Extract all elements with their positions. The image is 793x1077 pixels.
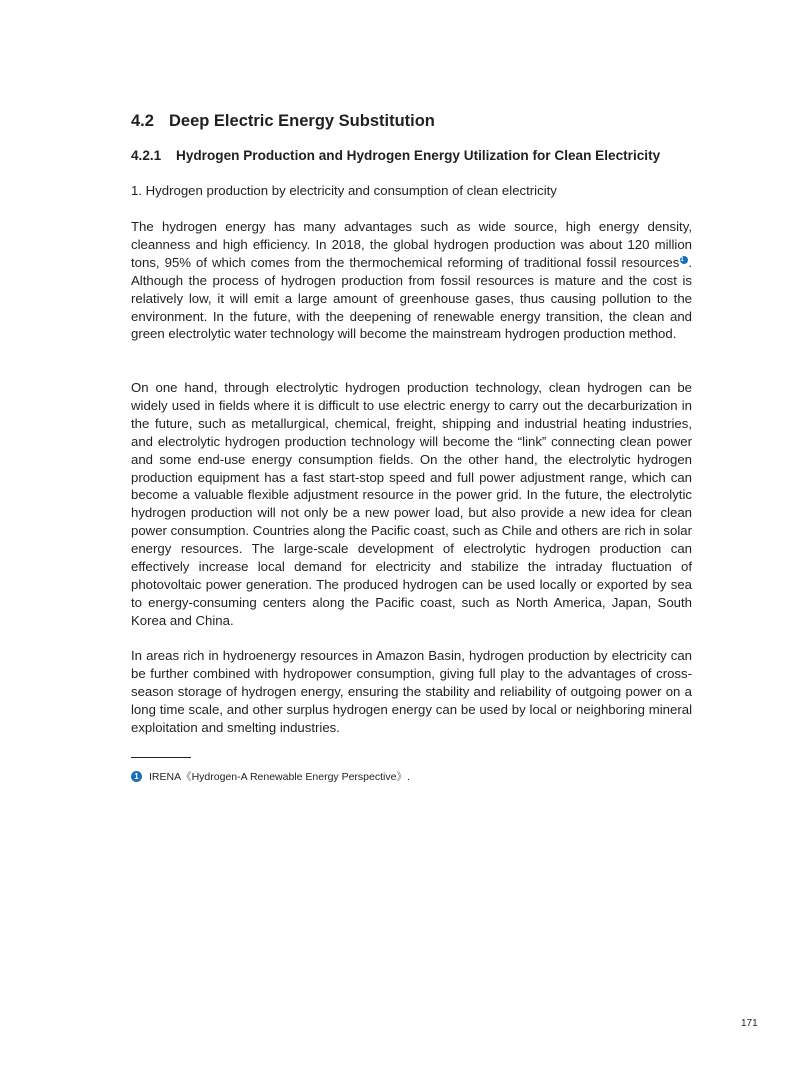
- paragraph-3: In areas rich in hydroenergy resources in Amazon Basin, hydrogen production by electricity can be further combined with hydropower consumption, giving full play to the advantages of cross-season storage of hydrogen energy, ensuring the stability and reliability of outgoing power on a long time scale, and other surplus hydrogen energy can be used by local or neighboring mineral exploitation and smelting industries.: [131, 648, 692, 735]
- footnote-number-icon: 1: [131, 771, 142, 782]
- paragraph-1-text-a: The hydrogen energy has many advantages such as wide source, high energy density, cleanness and high efficiency. In 2018, the global hydrogen production was about 120 million tons, 95% of which comes from the thermochemical reforming of traditional fossil resources: [131, 219, 692, 270]
- subsection-heading: [131, 148, 660, 163]
- paragraph-2: On one hand, through electrolytic hydrogen production technology, clean hydrogen can be widely used in fields where it is difficult to use electric energy to carry out the decarburization in the future, such as metallurgical, chemical, freight, shipping and industrial heating industries, and electrolytic hydrogen production technology will become the “link” connecting clean power and some end-use energy consumption fields. On the other hand, the electrolytic hydrogen production equipment has a fast start-stop speed and full power adjustment range, which can become a valuable flexible adjustment resource in the power grid. In the future, the electrolytic hydrogen production will not only be a new power load, but also provide a new idea for clean power consumption. Countries along the Pacific coast, such as Chile and others are rich in solar energy resources. The large-scale development of electrolytic hydrogen production can effectively increase local demand for electricity and stabilize the intraday fluctuation of photovoltaic power generation. The produced hydrogen can be used locally or exported by sea to energy-consuming centers along the Pacific coast, such as North America, Japan, South Korea and China.: [131, 380, 692, 628]
- paragraph-1-text-b: . Although the process of hydrogen production from fossil resources is mature and the cost is relatively low, it will emit a large amount of greenhouse gases, thus causing pollution to the environment. In the future, with the deepening of renewable energy transition, the clean and green electrolytic water technology will become the mainstream hydrogen production method.: [131, 254, 692, 342]
- item-heading: 1. Hydrogen production by electricity and consumption of clean electricity: [131, 183, 557, 198]
- footnote-text: IRENA《Hydrogen-A Renewable Energy Perspective》.: [149, 771, 410, 783]
- section-number: 4.2: [131, 112, 154, 130]
- footnote: [131, 769, 410, 784]
- page-number: 171: [741, 1018, 758, 1029]
- section-heading: [131, 112, 435, 131]
- subsection-title: Hydrogen Production and Hydrogen Energy Utilization for Clean Electricity: [176, 148, 661, 163]
- footnote-reference-icon[interactable]: 1: [680, 256, 688, 264]
- section-title: Deep Electric Energy Substitution: [169, 112, 435, 130]
- paragraph-1: [131, 218, 692, 343]
- footnote-divider: [131, 757, 191, 758]
- subsection-number: 4.2.1: [131, 148, 162, 163]
